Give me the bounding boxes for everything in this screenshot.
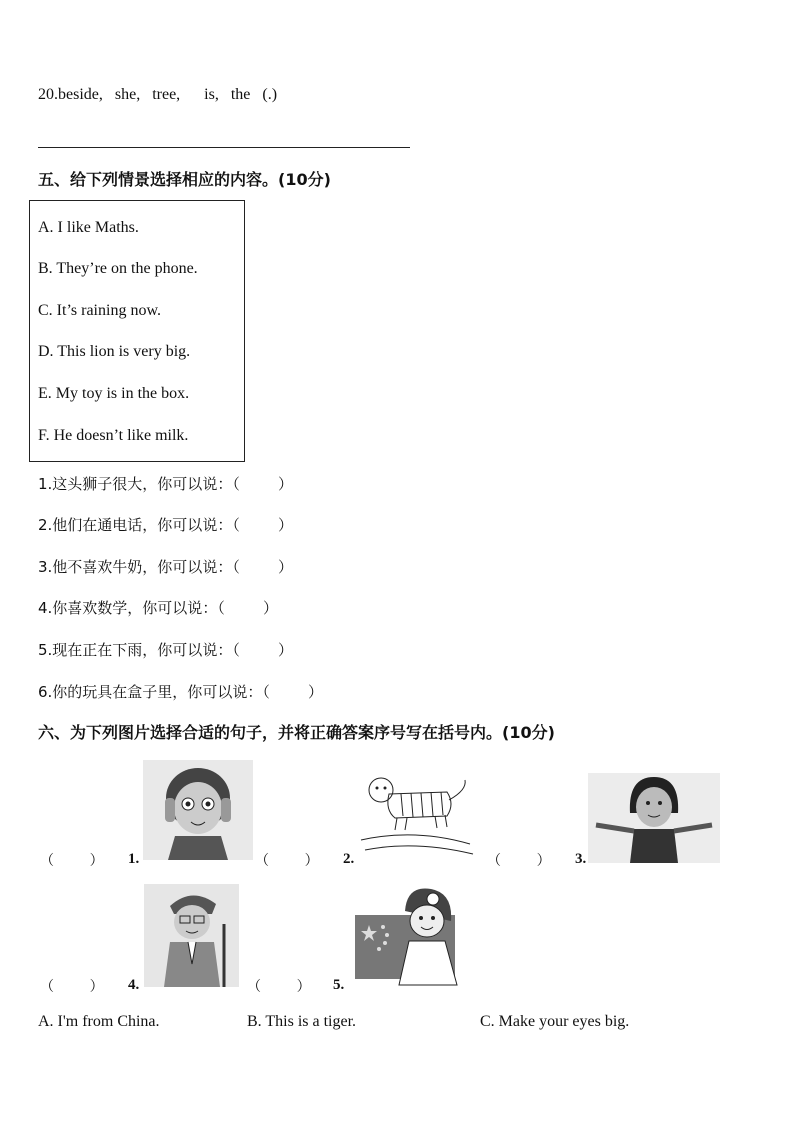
picture-number-1: 1. (128, 851, 140, 867)
section-6-title: 六、为下列图片选择合适的句子，并将正确答案序号写在括号内。(10分) (38, 723, 555, 742)
option-d: D. This lion is very big. (38, 343, 191, 360)
answer-line (38, 147, 410, 148)
option-f: F. He doesn’t like milk. (38, 427, 189, 444)
section-5-title: 五、给下列情景选择相应的内容。(10分) (38, 170, 331, 189)
boy-picture (144, 884, 239, 987)
picture-number-4: 4. (128, 977, 140, 993)
s5-question-5: 5.现在正在下雨，你可以说：（ ） (38, 641, 293, 659)
options-box (29, 200, 245, 462)
girl-with-flag-picture (355, 885, 465, 990)
s5-question-6: 6.你的玩具在盒子里，你可以说：（ ） (38, 683, 323, 701)
option-b: B. They’re on the phone. (38, 260, 198, 277)
s6-option-b: B. This is a tiger. (247, 1013, 357, 1030)
tiger-picture (355, 770, 475, 860)
question-20: 20.beside, she, tree, is, the (.) (38, 86, 278, 103)
option-a: A. I like Maths. (38, 219, 139, 236)
s5-question-4: 4.你喜欢数学，你可以说：（ ） (38, 599, 278, 617)
answer-blank-3[interactable]: （ ） (487, 853, 551, 869)
option-e: E. My toy is in the box. (38, 385, 190, 402)
s5-question-3: 3.他不喜欢牛奶，你可以说：（ ） (38, 558, 293, 576)
picture-number-5: 5. (333, 977, 345, 993)
girl-eyes-picture (143, 760, 253, 860)
answer-blank-1[interactable]: （ ） (40, 853, 104, 869)
girl-arms-wide-picture (588, 773, 720, 863)
s5-question-2: 2.他们在通电话，你可以说：（ ） (38, 516, 293, 534)
answer-blank-5[interactable]: （ ） (247, 979, 311, 995)
answer-blank-2[interactable]: （ ） (255, 853, 319, 869)
s6-option-a: A. I'm from China. (38, 1013, 160, 1030)
answer-blank-4[interactable]: （ ） (40, 979, 104, 995)
picture-number-2: 2. (343, 851, 355, 867)
picture-number-3: 3. (575, 851, 587, 867)
option-c: C. It’s raining now. (38, 302, 161, 319)
s5-question-1: 1.这头狮子很大，你可以说：（ ） (38, 475, 293, 493)
s6-option-c: C. Make your eyes big. (480, 1013, 630, 1030)
